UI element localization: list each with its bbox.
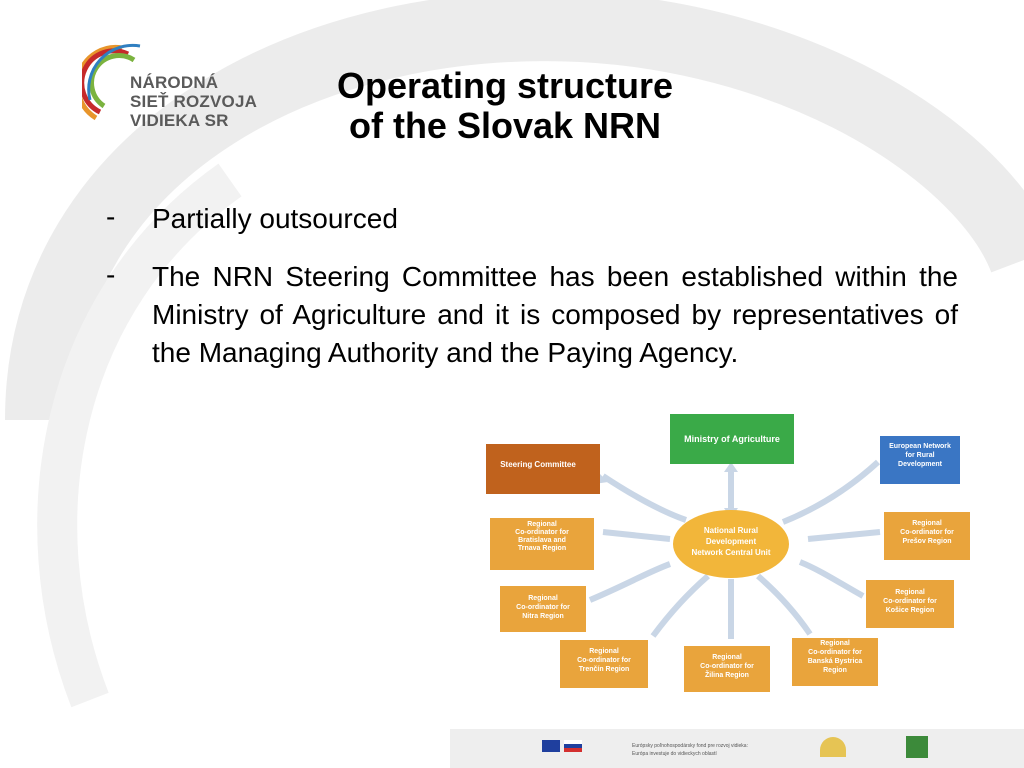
svg-text:Košice Region: Košice Region: [885, 607, 935, 614]
bullet-item: [100, 258, 958, 372]
bullet-text: Partially outsourced: [152, 203, 398, 234]
slide-title: [300, 66, 710, 146]
sun-logo-icon: [820, 737, 846, 757]
title-line-1: Operating structure: [336, 65, 674, 106]
svg-text:Regional: Regional: [895, 589, 925, 596]
leader-logo-icon: [906, 736, 928, 758]
region-kosice-node: [866, 580, 954, 628]
svg-text:Regional: Regional: [528, 595, 558, 602]
svg-text:Co-ordinator for: Co-ordinator for: [700, 663, 754, 670]
svg-text:Trenčín Region: Trenčín Region: [578, 666, 630, 673]
svg-text:Prešov Region: Prešov Region: [902, 538, 952, 545]
svg-text:Regional: Regional: [820, 640, 850, 647]
svg-text:Banská Bystrica: Banská Bystrica: [807, 658, 863, 665]
svg-text:Trnava Region: Trnava Region: [517, 545, 567, 552]
svg-text:Regional: Regional: [912, 520, 942, 527]
european-node: [880, 436, 960, 484]
svg-text:Co-ordinator for: Co-ordinator for: [515, 529, 569, 536]
svg-text:Co-ordinator for: Co-ordinator for: [808, 649, 862, 656]
logo: [82, 40, 262, 135]
logo-text: [130, 73, 257, 130]
sk-flag-icon: [564, 740, 582, 752]
steering-label: Steering Committee: [500, 460, 576, 469]
bullet-marker: -: [106, 201, 116, 232]
steering-node: [486, 444, 600, 494]
region-bratislava-node: [490, 518, 594, 570]
svg-text:Region: Region: [823, 667, 847, 674]
svg-text:for Rural: for Rural: [905, 452, 935, 459]
title-line-2: of the Slovak NRN: [348, 105, 662, 146]
logo-line-3: VIDIEKA SR: [130, 111, 229, 130]
region-banska-node: [792, 638, 878, 686]
svg-text:Regional: Regional: [589, 648, 619, 655]
svg-text:Bratislava and: Bratislava and: [518, 537, 566, 544]
region-trencin-node: [560, 640, 648, 688]
svg-text:Development: Development: [898, 461, 942, 468]
region-nitra-node: [500, 586, 586, 632]
footer-text-2: Európa investuje do vidieckych oblastí: [632, 751, 717, 757]
svg-text:Network Central Unit: Network Central Unit: [691, 548, 771, 557]
svg-text:Co-ordinator for: Co-ordinator for: [900, 529, 954, 536]
ministry-node: [670, 414, 794, 464]
svg-text:Co-ordinator for: Co-ordinator for: [516, 604, 570, 611]
svg-text:Regional: Regional: [712, 654, 742, 661]
svg-text:Development: Development: [705, 537, 757, 546]
region-zilina-node: [684, 646, 770, 692]
svg-text:Co-ordinator for: Co-ordinator for: [883, 598, 937, 605]
footer-logos: [450, 729, 1024, 768]
structure-diagram: [448, 404, 1024, 726]
center-node: [673, 510, 789, 578]
svg-text:European Network: European Network: [889, 443, 951, 450]
logo-line-2: SIEŤ ROZVOJA: [130, 92, 258, 111]
svg-text:Co-ordinator for: Co-ordinator for: [577, 657, 631, 664]
ministry-label: Ministry of Agriculture: [684, 434, 780, 444]
bullet-marker: -: [106, 259, 116, 290]
eu-flag-icon: [542, 740, 560, 752]
region-presov-node: [884, 512, 970, 560]
svg-text:Nitra Region: Nitra Region: [522, 613, 564, 620]
bullet-text: The NRN Steering Committee has been established within the Ministry of Agriculture and it is composed by representatives of the Managing Authority and the Paying Agency.: [152, 261, 958, 368]
footer-text-1: Európsky poľnohospodársky fond pre rozvoj vidieka:: [632, 743, 748, 749]
svg-text:Regional: Regional: [527, 521, 557, 528]
svg-text:National Rural: National Rural: [703, 526, 759, 535]
bullet-item: [100, 200, 958, 238]
bullet-list: [100, 200, 958, 392]
svg-text:Žilina Region: Žilina Region: [705, 672, 749, 679]
logo-line-1: NÁRODNÁ: [130, 73, 219, 92]
